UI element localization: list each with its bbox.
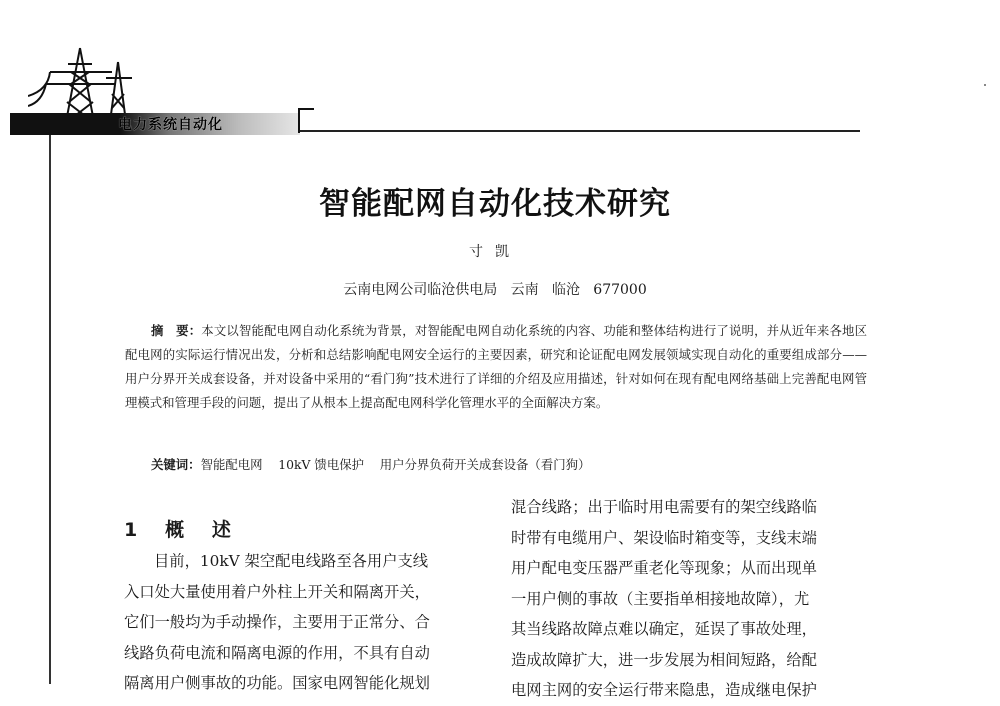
keywords [151,455,867,475]
paper-author: 寸凯 [469,244,521,260]
body-line: 它们一般均为手动操作，主要用于正常分、合 [124,613,430,631]
abstract-text: 本文以智能配电网自动化系统为背景，对智能配电网自动化系统的内容、功能和整体结构进行了说明，并从近年来各地区配电网的实际运行情况出发，分析和总结影响配电网安全运行的主要因素，研究和论证配电网发展领域实现自动化的重要组成部分——用户分界开关成套设备，并对设备中采用的“看门狗”技术进行了详细的介绍及应用描述，针对如何在现有配电网络基础上完善配电网管理模式和管理手段的问题，提出了从根本上提高配电网科学化管理水平的全面解决方案。 [125,323,868,410]
body-line: 隔离用户侧事故的功能。国家电网智能化规划 [124,674,430,692]
body-line: 时带有电缆用户、架设临时箱变等，支线末端 [511,528,817,547]
transmission-tower-icon [28,44,138,124]
paper-title: 智能配网自动化技术研究 [319,186,671,222]
section-heading: 1 概 述 [124,519,233,541]
keywords-text: 智能配电网 10kV 馈电保护 用户分界负荷开关成套设备（看门狗） [200,457,591,472]
paper-affiliation: 云南电网公司临沧供电局 云南 临沧 677000 [343,282,647,298]
body-line: 用户配电变压器严重老化等现象；从而出现单 [511,559,817,577]
body-column-right [511,492,867,706]
body-line: 入口处大量使用着户外柱上开关和隔离开关， [124,582,430,601]
abstract [125,319,867,415]
body-column-left [124,546,482,699]
section-banner-label: 电力系统自动化 [118,117,223,133]
body-line: 目前，10kV 架空配电线路至各用户支线 [154,552,429,570]
banner-tick-cap [298,108,314,110]
scan-speck [984,84,986,86]
header-rule [300,130,860,132]
keywords-label: 关键词： [151,457,201,472]
body-line: 线路负荷电流和隔离电源的作用，不具有自动 [124,643,430,662]
body-line: 造成故障扩大，进一步发展为相间短路，给配 [511,650,817,669]
abstract-label: 摘 要： [151,323,202,338]
body-line: 电网主网的安全运行带来隐患，造成继电保护 [511,681,817,699]
body-line: 混合线路；出于临时用电需要有的架空线路临 [511,498,817,516]
body-line: 一用户侧的事故（主要指单相接地故障），尤 [511,589,810,608]
body-line: 其当线路故障点难以确定，延误了事故处理， [511,620,817,638]
